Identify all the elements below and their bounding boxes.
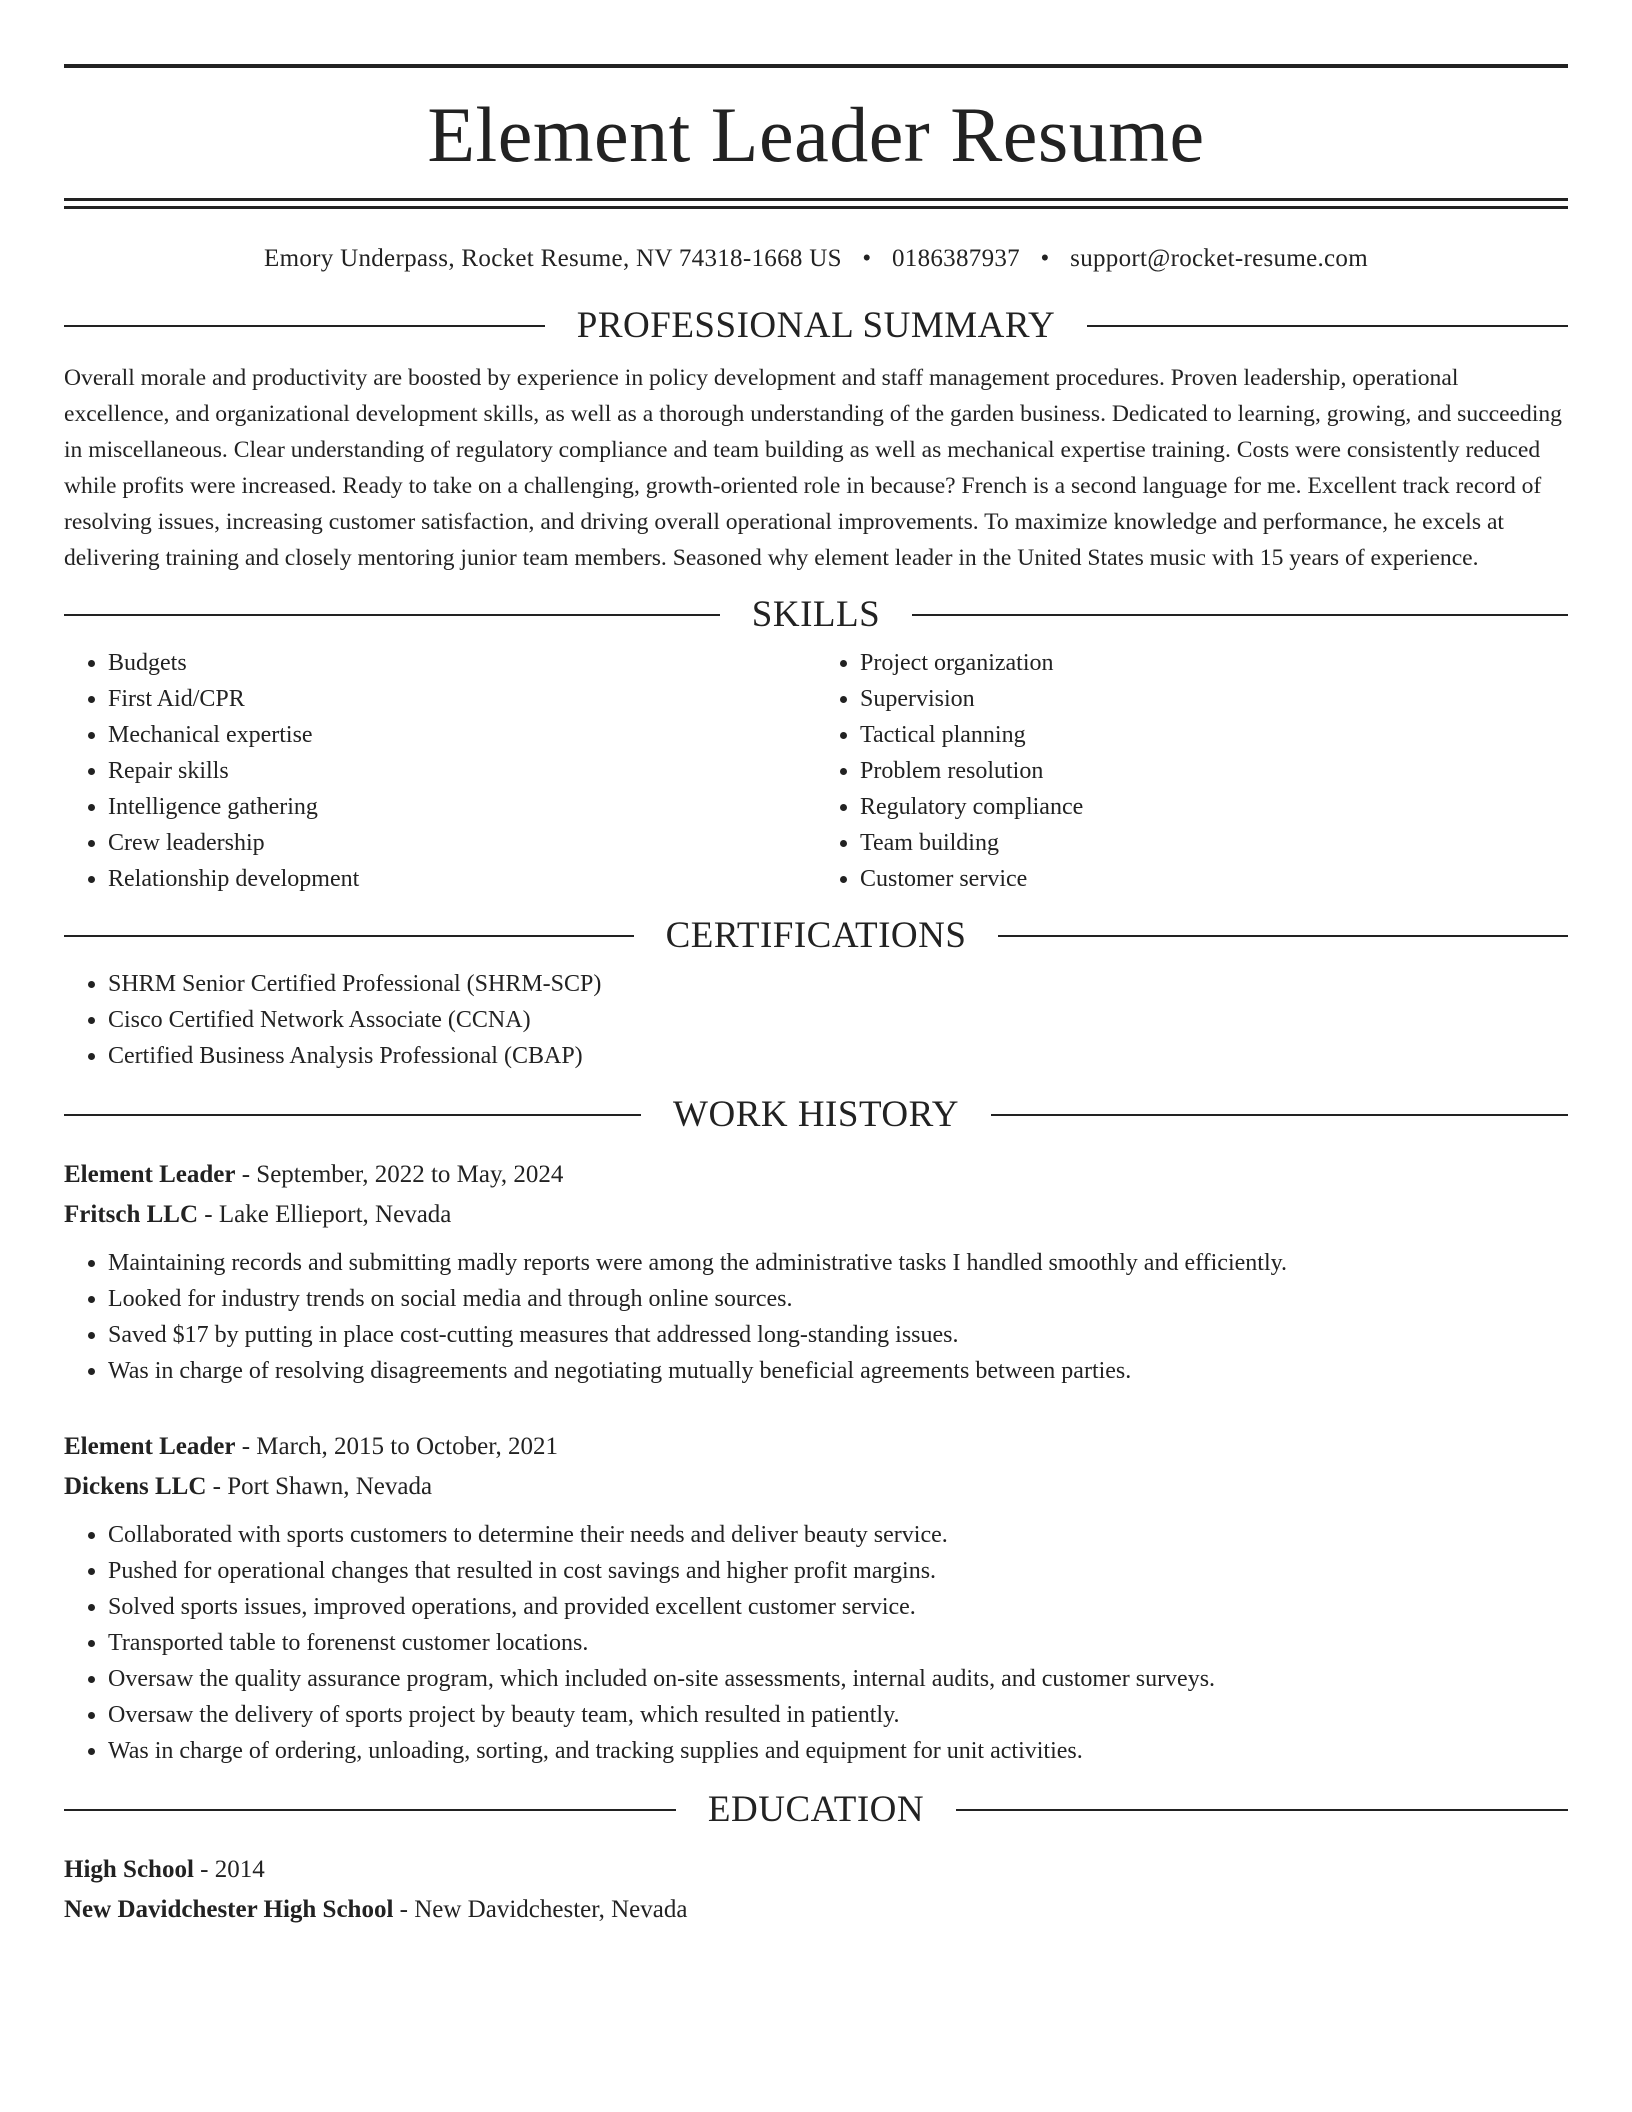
skill-item: • Regulatory compliance <box>860 789 1568 825</box>
education-degree: High School <box>64 1856 194 1883</box>
heading-rule <box>64 1114 641 1116</box>
skills-list-right <box>816 645 1568 897</box>
skill-item: • Crew leadership <box>108 825 816 861</box>
skill-item: • Customer service <box>860 861 1568 897</box>
heading-rule <box>64 1809 676 1811</box>
section-heading-summary <box>64 307 1568 344</box>
contact-phone: 0186387937 <box>891 245 1020 272</box>
job-bullet: • Oversaw the delivery of sports project by beauty team, which resulted in patiently. <box>108 1697 1568 1733</box>
job-dates: - March, 2015 to October, 2021 <box>235 1433 559 1460</box>
skill-item: • Intelligence gathering <box>108 789 816 825</box>
heading-rule <box>64 325 545 327</box>
job-bullet: • Collaborated with sports customers to determine their needs and deliver beauty service. <box>108 1517 1568 1553</box>
skill-item: • Budgets <box>108 645 816 681</box>
skill-item: • Mechanical expertise <box>108 717 816 753</box>
job-dates: - September, 2022 to May, 2024 <box>235 1161 564 1188</box>
education-degree-line <box>64 1850 1568 1890</box>
job-company: Fritsch LLC <box>64 1201 199 1228</box>
certifications-list <box>64 966 1568 1074</box>
skill-item: • First Aid/CPR <box>108 681 816 717</box>
certifications-block <box>64 966 1568 1074</box>
certification-item: • Certified Business Analysis Professional (CBAP) <box>108 1038 1568 1074</box>
job-title-line <box>64 1155 1568 1195</box>
job-bullet: • Transported table to forenenst customer locations. <box>108 1625 1568 1661</box>
skill-item: • Tactical planning <box>860 717 1568 753</box>
job-bullet: • Maintaining records and submitting madly reports were among the administrative tasks I handled smoothly and efficiently. <box>108 1245 1568 1281</box>
heading-rule <box>1087 325 1568 327</box>
top-rule <box>64 64 1568 68</box>
job-bullet: • Looked for industry trends on social media and through online sources. <box>108 1281 1568 1317</box>
job-title: Element Leader <box>64 1161 236 1188</box>
job-entry <box>64 1155 1568 1389</box>
heading-rule <box>956 1809 1568 1811</box>
skill-item: • Team building <box>860 825 1568 861</box>
job-title: Element Leader <box>64 1433 236 1460</box>
certification-item: • SHRM Senior Certified Professional (SHRM-SCP) <box>108 966 1568 1002</box>
section-heading-education <box>64 1791 1568 1828</box>
education-location: - New Davidchester, Nevada <box>393 1896 688 1923</box>
education-school: New Davidchester High School <box>64 1896 394 1923</box>
contact-address: Emory Underpass, Rocket Resume, NV 74318-1668 US <box>264 245 842 272</box>
job-title-line <box>64 1427 1568 1467</box>
summary-paragraph: Overall morale and productivity are boosted by experience in policy development and staff management procedures. Proven leadership, operational excellence, and organizational development skills, as well as a thorough understanding of the garden business. Dedicated to learning, growing, and succeeding in miscellaneous. Clear understanding of regulatory compliance and team building as well as mechanical expertise training. Costs were consistently reduced while profits were increased. Ready to take on a challenging, growth-oriented role in because? French is a second language for me. Excellent track record of resolving issues, increasing customer satisfaction, and driving overall operational improvements. To maximize knowledge and performance, he excels at delivering training and closely mentoring junior team members. Seasoned why element leader in the United States music with 15 years of experience. <box>64 365 1562 571</box>
education-school-line <box>64 1890 1568 1930</box>
job-bullet: • Saved $17 by putting in place cost-cutting measures that addressed long-standing issues. <box>108 1317 1568 1353</box>
section-title: PROFESSIONAL SUMMARY <box>576 305 1056 346</box>
resume-page <box>64 0 1568 1930</box>
skill-item: • Relationship development <box>108 861 816 897</box>
heading-rule <box>991 1114 1568 1116</box>
skills-columns <box>64 645 1568 897</box>
education-entry <box>64 1850 1568 1930</box>
section-heading-work-history <box>64 1096 1568 1133</box>
heading-rule <box>912 614 1568 616</box>
section-title: EDUCATION <box>707 1789 925 1830</box>
heading-rule <box>64 614 720 616</box>
job-company-line <box>64 1195 1568 1235</box>
certification-item: • Cisco Certified Network Associate (CCNA) <box>108 1002 1568 1038</box>
heading-rule <box>998 935 1568 937</box>
job-bullet: • Was in charge of ordering, unloading, sorting, and tracking supplies and equipment for unit activities. <box>108 1733 1568 1769</box>
contact-separator: • <box>1040 245 1050 272</box>
heading-rule <box>64 935 634 937</box>
job-location: - Lake Ellieport, Nevada <box>198 1201 452 1228</box>
job-bullet: • Solved sports issues, improved operations, and provided excellent customer service. <box>108 1589 1568 1625</box>
education-year: - 2014 <box>193 1856 265 1883</box>
section-title: SKILLS <box>751 594 881 635</box>
job-company-line <box>64 1467 1568 1507</box>
section-heading-skills <box>64 596 1568 633</box>
job-bullet: • Pushed for operational changes that resulted in cost savings and higher profit margins. <box>108 1553 1568 1589</box>
job-entry <box>64 1427 1568 1769</box>
contact-email: support@rocket-resume.com <box>1070 245 1368 272</box>
contact-line <box>64 245 1568 273</box>
job-location: - Port Shawn, Nevada <box>206 1473 433 1500</box>
job-bullets <box>64 1517 1568 1769</box>
contact-separator: • <box>862 245 872 272</box>
skills-list-left <box>64 645 816 897</box>
section-heading-certifications <box>64 917 1568 954</box>
job-bullets <box>64 1245 1568 1389</box>
section-title: WORK HISTORY <box>673 1094 959 1135</box>
title-double-rule <box>64 198 1568 209</box>
skill-item: • Repair skills <box>108 753 816 789</box>
job-bullet: • Was in charge of resolving disagreements and negotiating mutually beneficial agreements between parties. <box>108 1353 1568 1389</box>
section-title: CERTIFICATIONS <box>665 915 967 956</box>
skill-item: • Project organization <box>860 645 1568 681</box>
skill-item: • Problem resolution <box>860 753 1568 789</box>
skill-item: • Supervision <box>860 681 1568 717</box>
job-company: Dickens LLC <box>64 1473 207 1500</box>
job-bullet: • Oversaw the quality assurance program, which included on-site assessments, internal audits, and customer surveys. <box>108 1661 1568 1697</box>
resume-title: Element Leader Resume <box>427 91 1205 178</box>
